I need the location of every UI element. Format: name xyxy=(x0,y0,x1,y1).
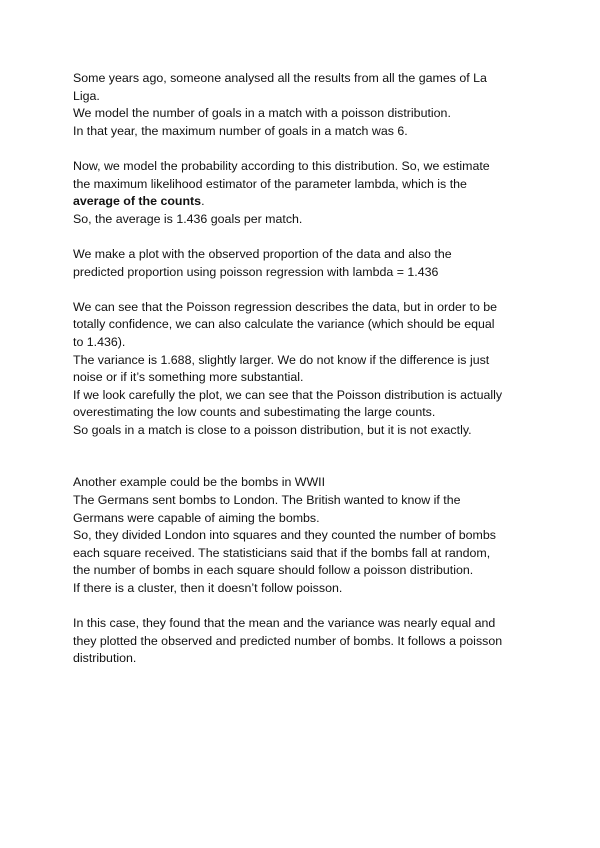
text-line: In that year, the maximum number of goals in a match was 6. xyxy=(73,123,408,138)
text-line: If we look carefully the plot, we can see that the Poisson distribution is actually xyxy=(73,387,503,402)
punctuation: . xyxy=(201,194,205,209)
text-line: noise or if it’s something more substantial. xyxy=(73,370,304,385)
text-line: they plotted the observed and predicted number of bombs. It follows a poisson xyxy=(73,633,503,648)
text-line: So, they divided London into squares and they counted the number of bombs xyxy=(73,528,496,543)
text-line: We make a plot with the observed proportion of the data and also the xyxy=(73,246,452,261)
text-line: The Germans sent bombs to London. The British wanted to know if the xyxy=(73,493,461,508)
paragraph-variance-analysis xyxy=(73,299,543,440)
text-line: We model the number of goals in a match with a poisson distribution. xyxy=(73,106,451,121)
paragraph-mle-estimate xyxy=(73,158,543,228)
text-line: Some years ago, someone analysed all the results from all the games of La xyxy=(73,71,487,85)
text-line-emphasis xyxy=(73,193,543,211)
text-line: Now, we model the probability according to this distribution. So, we estimate xyxy=(73,158,490,173)
text-line: predicted proportion using poisson regression with lambda = 1.436 xyxy=(73,264,439,279)
text-line: So goals in a match is close to a poisson distribution, but it is not exactly. xyxy=(73,422,472,437)
paragraph-la-liga-intro xyxy=(73,70,543,140)
text-line: In this case, they found that the mean and the variance was nearly equal and xyxy=(73,616,496,631)
text-line: the maximum likelihood estimator of the parameter lambda, which is the xyxy=(73,176,467,191)
paragraph-conclusion xyxy=(73,615,543,668)
text-line: distribution. xyxy=(73,651,137,666)
bold-phrase: average of the counts xyxy=(73,194,202,209)
text-line: each square received. The statisticians said that if the bombs fall at random, xyxy=(73,545,491,560)
text-line: Liga. xyxy=(73,88,100,103)
text-line: The variance is 1.688, slightly larger. We do not know if the difference is just xyxy=(73,352,490,367)
document-page xyxy=(73,70,543,686)
paragraph-wwii-bombs xyxy=(73,474,543,597)
text-line: overestimating the low counts and subestimating the large counts. xyxy=(73,405,436,420)
text-line: totally confidence, we can also calculate the variance (which should be equal xyxy=(73,317,495,332)
text-line: the number of bombs in each square should follow a poisson distribution. xyxy=(73,563,474,578)
paragraph-plot-description xyxy=(73,246,543,281)
text-line: So, the average is 1.436 goals per match. xyxy=(73,211,303,226)
text-line: to 1.436). xyxy=(73,334,126,349)
text-line: Another example could be the bombs in WWII xyxy=(73,475,326,490)
text-line: We can see that the Poisson regression describes the data, but in order to be xyxy=(73,299,498,314)
text-line: Germans were capable of aiming the bombs. xyxy=(73,510,320,525)
text-line: If there is a cluster, then it doesn’t follow poisson. xyxy=(73,581,343,596)
